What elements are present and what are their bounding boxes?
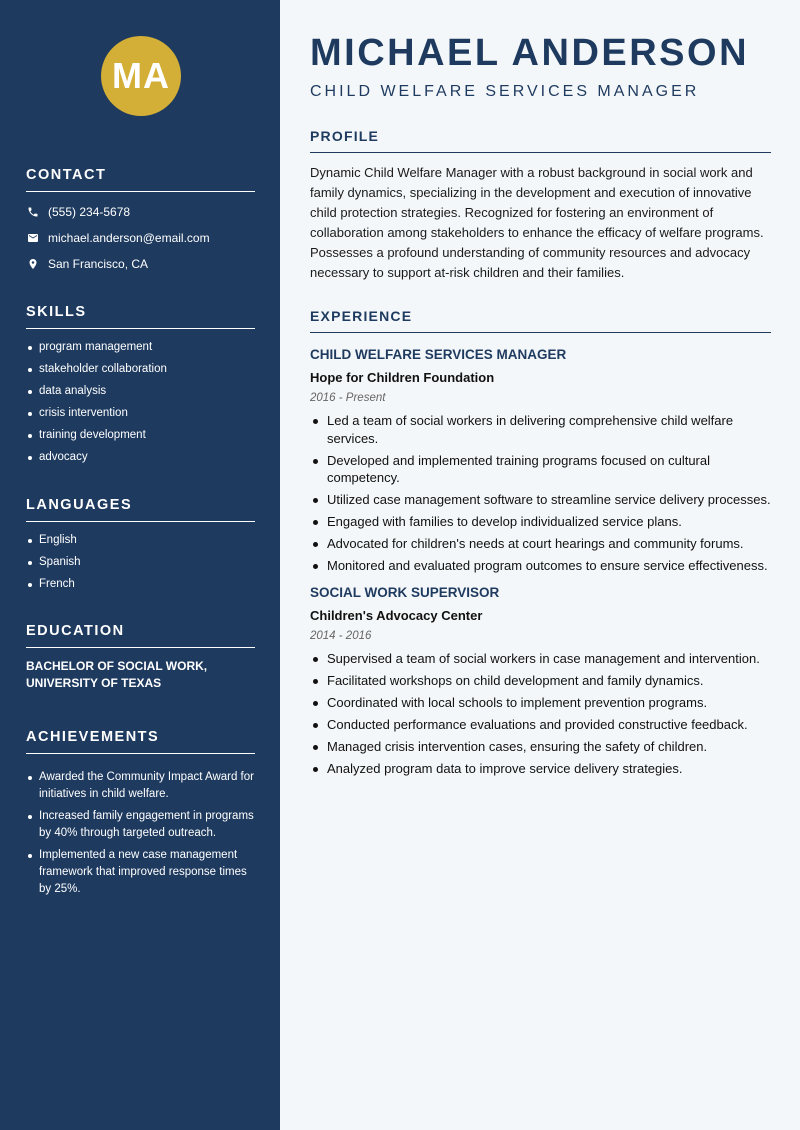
profile-text: Dynamic Child Welfare Manager with a robust background in social work and family dynamics, specializing in the development and execution of innovative child protection strategies. Recognized for fostering an environment of collaboration among stakeholders to enhance the efficacy of welfare programs. Possesses a profound understanding of community resources and advocacy necessary to support at-risk children and their families. (310, 165, 764, 280)
achievements-heading: ACHIEVEMENTS (26, 729, 255, 754)
contact-phone-row (26, 203, 255, 221)
profile-section (310, 128, 771, 283)
candidate-name: MICHAEL ANDERSON (310, 32, 750, 74)
main-content (280, 0, 800, 1130)
education-degree: BACHELOR OF SOCIAL WORK, (26, 659, 208, 673)
job-title: SOCIAL WORK SUPERVISOR (310, 584, 500, 600)
achievement-item: Awarded the Community Impact Award for initiatives in child welfare. (26, 769, 255, 803)
candidate-title: CHILD WELFARE SERVICES MANAGER (310, 83, 700, 100)
job-bullet: Led a team of social workers in delivering comprehensive child welfare services. (310, 412, 771, 447)
sidebar (0, 0, 280, 1130)
job-bullet: Engaged with families to develop individualized service plans. (310, 513, 771, 531)
profile-heading: PROFILE (310, 128, 771, 153)
skills-section (26, 304, 255, 471)
language-item: Spanish (26, 554, 255, 571)
job-bullets (310, 412, 771, 575)
job-bullet: Monitored and evaluated program outcomes to ensure service effectiveness. (310, 557, 771, 575)
contact-section (26, 167, 255, 273)
job-bullet: Developed and implemented training programs focused on cultural competency. (310, 452, 771, 487)
job-bullet: Advocated for children's needs at court hearings and community forums. (310, 535, 771, 553)
languages-section (26, 497, 255, 598)
contact-location: San Francisco, CA (48, 257, 149, 271)
job-bullet: Supervised a team of social workers in case management and intervention. (310, 650, 771, 668)
skill-item: stakeholder collaboration (26, 361, 255, 378)
education-section (26, 623, 255, 692)
experience-heading: EXPERIENCE (310, 308, 771, 333)
languages-list (26, 532, 255, 593)
contact-location-row (26, 255, 255, 273)
location-pin-icon (26, 257, 40, 271)
email-icon (26, 231, 40, 245)
skill-item: crisis intervention (26, 405, 255, 422)
contact-phone: (555) 234-5678 (48, 205, 131, 219)
job-company: Hope for Children Foundation (310, 370, 495, 385)
job-bullet: Conducted performance evaluations and provided constructive feedback. (310, 716, 771, 734)
skill-item: advocacy (26, 449, 255, 466)
job-bullet: Utilized case management software to streamline service delivery processes. (310, 491, 771, 509)
language-item: French (26, 576, 255, 593)
skills-list (26, 339, 255, 466)
experience-section (310, 308, 771, 782)
job-company: Children's Advocacy Center (310, 607, 483, 623)
job-entry (310, 585, 771, 778)
skill-item: data analysis (26, 383, 255, 400)
language-item: English (26, 532, 255, 549)
job-dates: 2016 - Present (310, 392, 386, 404)
job-bullet: Analyzed program data to improve service delivery strategies. (310, 760, 771, 778)
job-bullet: Managed crisis intervention cases, ensuring the safety of children. (310, 738, 771, 756)
job-bullet: Facilitated workshops on child development and family dynamics. (310, 672, 771, 690)
achievements-list (26, 769, 255, 898)
skill-item: program management (26, 339, 255, 356)
languages-heading: LANGUAGES (26, 497, 255, 522)
job-title: CHILD WELFARE SERVICES MANAGER (310, 347, 567, 362)
achievement-item: Implemented a new case management framework that improved response times by 25%. (26, 847, 255, 898)
skills-heading: SKILLS (26, 304, 255, 329)
contact-email-row (26, 229, 255, 247)
education-school: UNIVERSITY OF TEXAS (26, 676, 162, 690)
contact-email[interactable]: michael.anderson@email.com (48, 231, 210, 245)
phone-icon (26, 205, 40, 219)
achievements-section (26, 729, 255, 903)
skill-item: training development (26, 427, 255, 444)
job-entry (310, 347, 771, 575)
education-heading: EDUCATION (26, 623, 255, 648)
job-bullet: Coordinated with local schools to implement prevention programs. (310, 694, 771, 712)
achievement-item: Increased family engagement in programs by 40% through targeted outreach. (26, 808, 255, 842)
job-bullets (310, 650, 771, 778)
job-dates: 2014 - 2016 (310, 629, 372, 642)
contact-heading: CONTACT (26, 167, 255, 192)
avatar: MA (101, 36, 181, 116)
